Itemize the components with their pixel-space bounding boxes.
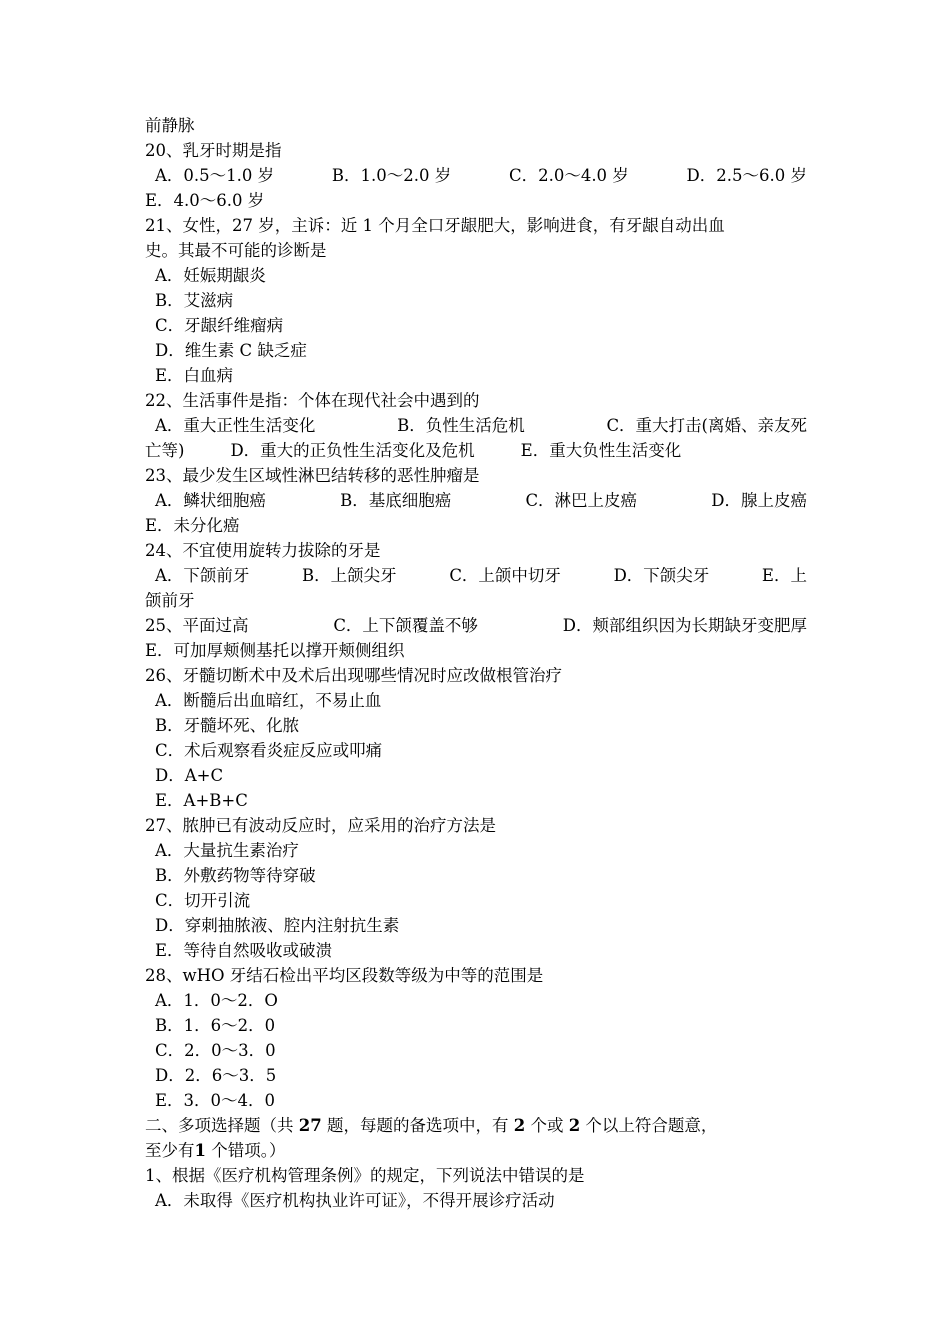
option-b: B．1.0～2.0 岁 bbox=[331, 166, 452, 185]
question-25-row bbox=[145, 613, 807, 638]
option-e: E．等待自然吸收或破溃 bbox=[155, 941, 333, 960]
option-e: E．未分化癌 bbox=[145, 516, 240, 535]
option-e: E．重大负性生活变化 bbox=[520, 441, 682, 460]
heading-text: 二、多项选择题（共 bbox=[145, 1116, 299, 1135]
option-c: C．牙龈纤维瘤病 bbox=[155, 316, 284, 335]
question-28: 28、wHO 牙结石检出平均区段数等级为中等的范围是 bbox=[145, 966, 544, 985]
option-c: C．淋巴上皮癌 bbox=[525, 491, 638, 510]
option-e: E．白血病 bbox=[155, 366, 234, 385]
option-b: B．1．6～2．0 bbox=[155, 1016, 276, 1035]
section-2-heading-cont bbox=[145, 1138, 807, 1163]
option-b: B．外敷药物等待穿破 bbox=[155, 866, 316, 885]
option-b: B．负性生活危机 bbox=[397, 416, 525, 435]
question-25: 25、平面过高 bbox=[145, 616, 249, 635]
option-d: D．A+C bbox=[155, 766, 224, 785]
question-21: 21、女性，27 岁，主诉：近 1 个月全口牙龈肥大，影响进食，有牙龈自动出血 bbox=[145, 216, 725, 235]
q22-options-row bbox=[145, 413, 807, 438]
option-d: D．穿刺抽脓液、腔内注射抗生素 bbox=[155, 916, 400, 935]
option-a: A．妊娠期龈炎 bbox=[155, 266, 266, 285]
question-20: 20、乳牙时期是指 bbox=[145, 141, 282, 160]
q23-options-row bbox=[145, 488, 807, 513]
option-b: B．基底细胞癌 bbox=[340, 491, 452, 510]
option-d: D．维生素 C 缺乏症 bbox=[155, 341, 307, 360]
heading-text: 个错项。） bbox=[205, 1141, 286, 1160]
option-a: A．重大正性生活变化 bbox=[155, 416, 316, 435]
option-b: B．艾滋病 bbox=[155, 291, 234, 310]
option-a: A．1．0～2．O bbox=[155, 991, 278, 1010]
q24-options-row bbox=[145, 563, 807, 588]
question-26: 26、牙髓切断术中及术后出现哪些情况时应改做根管治疗 bbox=[145, 666, 562, 685]
question-21-cont: 史。其最不可能的诊断是 bbox=[145, 241, 327, 260]
option-c: C．上颌中切牙 bbox=[449, 566, 561, 585]
heading-number: 2 bbox=[513, 1116, 526, 1135]
q20-options-row bbox=[145, 163, 807, 188]
option-e: E．4.0～6.0 岁 bbox=[145, 191, 265, 210]
section-2-heading bbox=[145, 1113, 807, 1138]
option-c: C．上下颌覆盖不够 bbox=[333, 616, 478, 635]
option-a: A．0.5～1.0 岁 bbox=[155, 166, 275, 185]
option-b: B．上颌尖牙 bbox=[302, 566, 397, 585]
heading-number: 2 bbox=[568, 1116, 581, 1135]
question-24: 24、不宜使用旋转力拔除的牙是 bbox=[145, 541, 381, 560]
option-e: E．可加厚颊侧基托以撑开颊侧组织 bbox=[145, 641, 405, 660]
option-a: A．断髓后出血暗红，不易止血 bbox=[155, 691, 382, 710]
option-d: D．2.5～6.0 岁 bbox=[686, 166, 807, 185]
option-c: C．2．0～3．0 bbox=[155, 1041, 276, 1060]
heading-number: 1 bbox=[194, 1141, 206, 1160]
heading-text: 题，每题的备选项中，有 bbox=[321, 1116, 514, 1135]
question-27: 27、脓肿已有波动反应时，应采用的治疗方法是 bbox=[145, 816, 496, 835]
heading-number: 27 bbox=[298, 1116, 322, 1135]
option-c: C．术后观察看炎症反应或叩痛 bbox=[155, 741, 383, 760]
option-a: A．下颌前牙 bbox=[155, 566, 250, 585]
document-page bbox=[145, 113, 807, 1213]
option-e: E．3．0～4．0 bbox=[155, 1091, 276, 1110]
option-a: A．未取得《医疗机构执业许可证》，不得开展诊疗活动 bbox=[155, 1191, 555, 1210]
heading-text: 个以上符合题意， bbox=[580, 1116, 718, 1135]
option-e-cont: 颌前牙 bbox=[145, 591, 195, 610]
option-c: C．2.0～4.0 岁 bbox=[508, 166, 629, 185]
option-a: A．鳞状细胞癌 bbox=[155, 491, 266, 510]
q22-options-row-2 bbox=[145, 438, 807, 463]
option-c: C．切开引流 bbox=[155, 891, 251, 910]
question-22: 22、生活事件是指：个体在现代社会中遇到的 bbox=[145, 391, 480, 410]
text-line: 前静脉 bbox=[145, 116, 195, 135]
option-c: C．重大打击(离婚、亲友死 bbox=[606, 416, 807, 435]
option-d: D．2．6～3．5 bbox=[155, 1066, 277, 1085]
option-d: D．腺上皮癌 bbox=[711, 491, 807, 510]
heading-text: 个或 bbox=[525, 1116, 569, 1135]
option-c-cont: 亡等) bbox=[145, 441, 185, 460]
option-a: A．大量抗生素治疗 bbox=[155, 841, 299, 860]
question-23: 23、最少发生区域性淋巴结转移的恶性肿瘤是 bbox=[145, 466, 480, 485]
multi-question-1: 1、根据《医疗机构管理条例》的规定，下列说法中错误的是 bbox=[145, 1166, 585, 1185]
heading-text: 至少有 bbox=[145, 1141, 195, 1160]
option-d: D．颊部组织因为长期缺牙变肥厚 bbox=[562, 616, 807, 635]
option-b: B．牙髓坏死、化脓 bbox=[155, 716, 300, 735]
option-e: E．A+B+C bbox=[155, 791, 248, 810]
option-e: E．上 bbox=[761, 566, 807, 585]
option-d: D．重大的正负性生活变化及危机 bbox=[230, 441, 475, 460]
option-d: D．下颌尖牙 bbox=[613, 566, 710, 585]
